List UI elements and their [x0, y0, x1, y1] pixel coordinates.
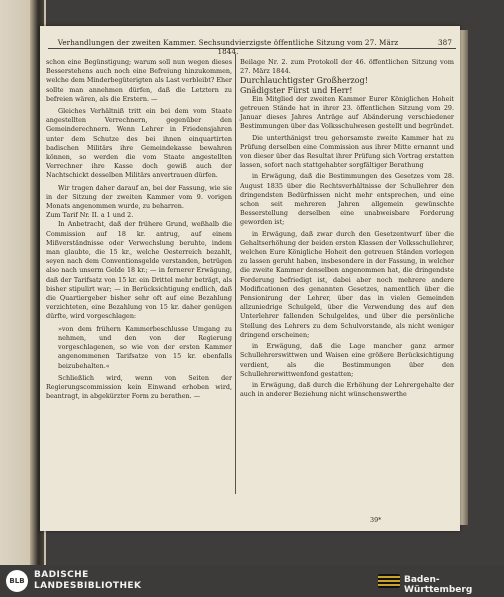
library-name-line1: BADISCHE: [34, 570, 89, 580]
right-paragraph: in Erwägung, daß die Lage mancher ganz armer Schullehrerswittwen und Waisen eine größere Berücksichtigung verdient, als die Bestimmungen über den Schullehrerwittwenfond gestatten;: [240, 342, 454, 378]
library-name[interactable]: [34, 570, 141, 592]
right-paragraph: in Erwägung, daß durch die Erhöhung der Lehrergehalte der auch in anderer Beziehung nicht wünschenswerthe: [240, 380, 454, 399]
address-line: Durchlauchtigster Großherzog!: [240, 76, 368, 86]
quoted-proposal: »von dem frühern Kammerbeschlusse Umgang zu nehmen, und den von der Regierung vorgeschlagenen, so wie von der ersten Kammer angenommenen Tarifsatze von 15 kr. ebenfalls beizubehalten.«: [58, 324, 232, 370]
left-paragraph: schon eine Begünstigung; warum soll nun wegen dieses Besserstehens auch noch eine Befreiung hinzukommen, welche dem Minderbegüterigten als Last verbleibt? Eher sollte man annehmen dürfen, daß die Letztern zu befreien wären, als die Erstern. —: [46, 58, 232, 103]
left-paragraph: In Anbetracht, daß der frühere Grund, weßhalb die Commission auf 18 kr. antrug, auf einem Mißverständnisse oder Verwechslung beruhte, indem man glaubte, die 15 kr., welche Oesterreich bezahlt, seyen nach dem Conventionsgelde verstanden, betrügen also nach unserm Gelde 18 kr.; — in fernerer Erwägung, daß der Tarifsatz von 15 kr. ein Drittel mehr beträgt, als bisher stipulirt war; — in Berücksichtigung endlich, daß die Quartiergeber bisher sehr oft auf eine Bezahlung verzichteten, eine Bezahlung von 15 kr. daher genügen dürfte, wird vorgeschlagen:: [46, 220, 232, 321]
state-crest-icon[interactable]: [378, 574, 400, 588]
left-paragraph: Schließlich wird, wenn von Seiten der Regierungscommission kein Einwand erhoben wird, beantragt, in abgekürzter Form zu berathen. —: [46, 373, 232, 401]
left-paragraph: Gleiches Verhältniß tritt ein bei dem vom Staate angestellten Verrechnern, gegenüber den Gemeinderechnern. Wenn Lehrer in Friedensjahren unter dem Schutze des bei ihnen einquartirten badischen Militärs ihre Gemeindekasse bewahren können, so werden die vom Staate angestellten Verrechner ihre Kasse doch gewiß auch der Nachtschickt desselben Militärs anvertrauen dürfen.: [46, 107, 232, 180]
right-paragraph: Die unterthänigst treu gehorsamste zweite Kammer hat zu Prüfung derselben eine Commission aus ihrer Mitte ernannt und von dieser über das Resultat ihrer Prüfung sich Vortrag erstatten lassen, sofort nach stattgehabter sorgfältiger Berathung: [240, 133, 454, 170]
left-column: [46, 58, 232, 401]
appendix-heading: Beilage Nr. 2. zum Protokoll der 46. öffentlichen Sitzung vom 27. März 1844.: [240, 58, 454, 76]
signature-mark: 39*: [370, 516, 382, 524]
right-column: [240, 58, 454, 399]
document-page: [40, 26, 460, 531]
right-paragraph: in Erwägung, daß die Bestimmungen des Gesetzes vom 28. August 1835 über die Rechtsverhältnisse der Schullehrer den dringendsten Bedürfnissen nicht mehr entsprechen, und eine schon seit mehreren Jahren allgemein gewünschte Besserstellung derselben eine unabweisbare Forderung geworden ist;: [240, 172, 454, 227]
section-heading: Zum Tarif Nr. II. a 1 und 2.: [46, 211, 134, 220]
left-paragraph: Wir tragen daher darauf an, bei der Fassung, wie sie in der Sitzung der zweiten Kammer vom 9. vorigen Monats angenommen wurde, zu beharren.: [46, 183, 232, 211]
right-paragraph: Ein Mitglied der zweiten Kammer Eurer Königlichen Hoheit getreuen Stände hat in ihrer 23. öffentlichen Sitzung vom 29. Januar dieses Jahres Anträge auf Abänderung verschiedener Bestimmungen über das Volksschulwesen gestellt und begründet.: [240, 94, 454, 131]
blb-logo-icon[interactable]: BLB: [6, 570, 28, 592]
state-name[interactable]: Baden-Württemberg: [404, 575, 473, 595]
salutation-line: Gnädigster Fürst und Herr!: [240, 85, 353, 95]
right-paragraph: in Erwägung, daß zwar durch den Gesetzentwurf über die Gehaltserhöhung der beiden ersten Klassen der Volksschullehrer, welchen Eure Königliche Hoheit den getreuen Ständen vorlegen zu lassen geruht haben, insbesondere in der Fassung, in welcher die zweite Kammer denselben angenommen hat, die dringendste Forderung befriedigt ist, dabei aber noch mehrere andere Modificationen des genannten Gesetzes, namentlich über die Pensionirung der Lehrer, über das in vielen Gemeinden allzuniedrige Schulgeld, über die Verwendung des auf den Unterlehrer fallenden Schulgeldes, und über die persönliche Stellung des Lehrers zu dem Schulvorstande, als nicht weniger dringend erscheinen;: [240, 229, 454, 339]
footer-bar: [0, 565, 504, 597]
running-head-title: Verhandlungen der zweiten Kammer. Sechsundvierzigste öffentliche Sitzung vom 27. März 1844.: [57, 38, 399, 56]
page-number: 387: [437, 38, 452, 47]
header-rule: [48, 48, 456, 49]
column-divider: [235, 54, 236, 494]
library-name-line2: LANDESBIBLIOTHEK: [34, 581, 142, 591]
